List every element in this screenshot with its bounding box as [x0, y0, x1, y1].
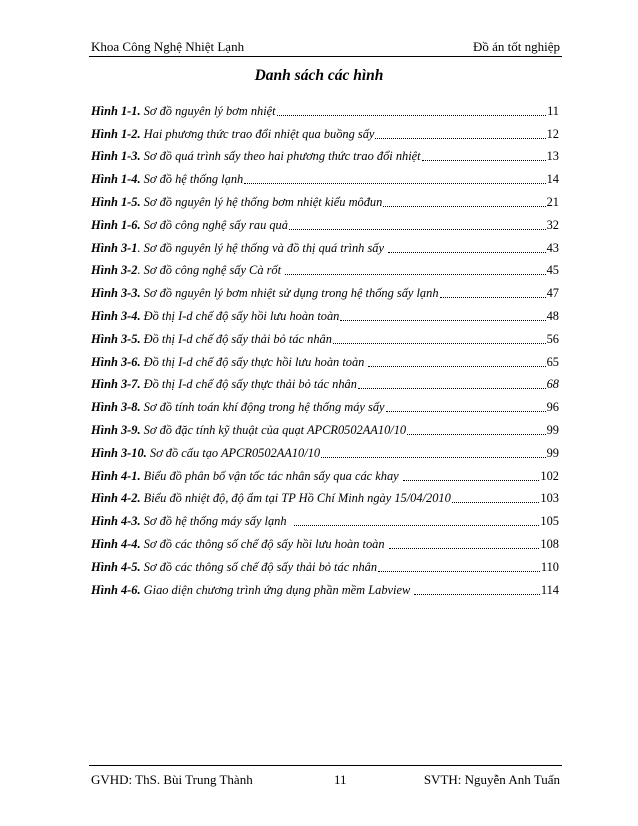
figure-label: Hình 4-5.: [91, 559, 141, 574]
figure-label: Hình 1-3.: [91, 149, 141, 164]
figure-title: Sơ đồ nguyên lý bơm nhiệt sử dụng trong hệ thống sấy lạnh: [140, 286, 439, 301]
figure-label: Hình 1-5.: [91, 194, 141, 209]
figure-entry[interactable]: [91, 119, 559, 142]
dot-leader: [244, 183, 545, 184]
figure-label: Hình 3-6.: [91, 354, 141, 369]
figure-label: Hình 3-3.: [91, 286, 141, 301]
footer-advisor: GVHD: ThS. Bùi Trung Thành: [91, 772, 253, 787]
figure-page-number: 11: [547, 103, 559, 118]
dot-leader: [388, 252, 546, 253]
figure-entry[interactable]: [91, 552, 559, 575]
figure-entry[interactable]: [91, 370, 559, 393]
figure-label: Hình 4-2.: [91, 491, 141, 506]
figure-title: Sơ đồ nguyên lý hệ thống bơm nhiệt kiểu môđun: [140, 194, 383, 209]
dot-leader: [285, 274, 545, 275]
dot-leader: [414, 594, 540, 595]
figure-title: Đồ thị I-d chế độ sấy thực thải bỏ tác nhân: [140, 377, 357, 392]
figure-title: Đồ thị I-d chế độ sấy thực hồi lưu hoàn toàn: [140, 354, 368, 369]
figure-page-number: 102: [540, 468, 559, 483]
figure-list: [91, 96, 559, 598]
figure-page-number: 45: [546, 263, 559, 278]
figure-title: Biểu đồ nhiệt độ, độ ẩm tại TP Hồ Chí Minh ngày 15/04/2010: [140, 491, 451, 506]
figure-entry[interactable]: [91, 438, 559, 461]
figure-label: Hình 3-5.: [91, 331, 141, 346]
figure-page-number: 48: [546, 308, 559, 323]
figure-page-number: 56: [546, 331, 559, 346]
figure-label: Hình 4-4.: [91, 536, 141, 551]
figure-page-number: 114: [540, 582, 559, 597]
dot-leader: [383, 206, 545, 207]
figure-title: Sơ đồ hệ thống lạnh: [140, 172, 244, 187]
figure-page-number: 12: [546, 126, 559, 141]
figure-entry[interactable]: [91, 164, 559, 187]
dot-leader: [403, 480, 540, 481]
dot-leader: [340, 320, 545, 321]
footer-rule: [89, 765, 562, 766]
figure-entry[interactable]: [91, 301, 559, 324]
dot-leader: [389, 548, 540, 549]
figure-entry[interactable]: [91, 392, 559, 415]
figure-title: Đồ thị I-d chế độ sấy hồi lưu hoàn toàn: [140, 308, 340, 323]
figure-entry[interactable]: [91, 187, 559, 210]
figure-page-number: 43: [546, 240, 559, 255]
figure-entry[interactable]: [91, 529, 559, 552]
figure-title: Đồ thị I-d chế độ sấy thải bỏ tác nhân: [140, 331, 332, 346]
figure-label: Hình 1-6.: [91, 217, 141, 232]
figure-label: Hình 4-1.: [91, 468, 141, 483]
header-department: Khoa Công Nghệ Nhiệt Lạnh: [91, 39, 245, 54]
figure-page-number: 110: [540, 559, 559, 574]
figure-entry[interactable]: [91, 278, 559, 301]
figure-entry[interactable]: [91, 484, 559, 507]
figure-title: Sơ đồ công nghệ sấy rau quả: [140, 217, 288, 232]
dot-leader: [386, 411, 546, 412]
figure-page-number: 32: [546, 217, 559, 232]
figure-label: Hình 3-9.: [91, 422, 141, 437]
figure-title: Sơ đồ đặc tính kỹ thuật của quạt APCR0502AA10/10: [140, 422, 407, 437]
figure-page-number: 65: [546, 354, 559, 369]
header-document-type: Đồ án tốt nghiệp: [472, 39, 560, 54]
figure-title: Sơ đồ các thông số chế độ sấy hồi lưu hoàn toàn: [140, 536, 388, 551]
figure-label: Hình 3-4.: [91, 308, 141, 323]
figure-title: Sơ đồ hệ thống máy sấy lạnh: [140, 514, 293, 529]
figure-page-number: 14: [546, 172, 559, 187]
figure-page-number: 103: [540, 491, 559, 506]
header-rule: [89, 56, 562, 57]
dot-leader: [440, 297, 546, 298]
dot-leader: [277, 115, 546, 116]
dot-leader: [289, 229, 546, 230]
figure-entry[interactable]: [91, 142, 559, 165]
figure-title: Sơ đồ nguyên lý bơm nhiệt: [140, 103, 276, 118]
dot-leader: [422, 160, 546, 161]
figure-label: Hình 1-1.: [91, 103, 141, 118]
figure-entry[interactable]: [91, 233, 559, 256]
figure-entry[interactable]: [91, 575, 559, 598]
figure-entry[interactable]: [91, 415, 559, 438]
dot-leader: [378, 571, 540, 572]
page-header: [0, 0, 638, 60]
figure-label: Hình 3-8.: [91, 400, 141, 415]
dot-leader: [358, 388, 546, 389]
dot-leader: [321, 457, 546, 458]
figure-title: Biểu đồ phân bố vận tốc tác nhân sấy qua các khay: [140, 468, 402, 483]
figure-label: Hình 3-10.: [91, 445, 147, 460]
dot-leader: [407, 434, 546, 435]
figure-title: Sơ đồ các thông số chế độ sấy thải bỏ tác nhân: [140, 559, 378, 574]
figure-entry[interactable]: [91, 210, 559, 233]
figure-page-number: 68: [546, 377, 559, 392]
dot-leader: [452, 502, 540, 503]
figure-entry[interactable]: [91, 506, 559, 529]
figure-label: Hình 1-4.: [91, 172, 141, 187]
figure-title: Hai phương thức trao đổi nhiệt qua buồng sấy: [140, 126, 375, 141]
page-title: Danh sách các hình: [254, 67, 384, 84]
figure-page-number: 99: [546, 445, 559, 460]
figure-title: . Sơ đồ công nghệ sấy Cà rốt: [137, 263, 285, 278]
figure-entry[interactable]: [91, 347, 559, 370]
figure-page-number: 47: [546, 286, 559, 301]
figure-title: Sơ đồ quá trình sấy theo hai phương thức trao đổi nhiệt: [140, 149, 421, 164]
figure-page-number: 108: [540, 536, 559, 551]
dot-leader: [368, 366, 545, 367]
figure-title: Sơ đồ tính toán khí động trong hệ thống máy sấy: [140, 400, 385, 415]
figure-page-number: 99: [546, 422, 559, 437]
figure-entry[interactable]: [91, 96, 559, 119]
figure-label: Hình 3-2: [91, 263, 138, 278]
figure-page-number: 13: [546, 149, 559, 164]
footer-page-number: 11: [334, 772, 347, 787]
figure-label: Hình 3-7.: [91, 377, 141, 392]
figure-page-number: 105: [540, 514, 559, 529]
figure-entry[interactable]: [91, 461, 559, 484]
dot-leader: [294, 525, 540, 526]
figure-label: Hình 4-6.: [91, 582, 141, 597]
figure-entry[interactable]: [91, 324, 559, 347]
figure-page-number: 21: [546, 194, 559, 209]
figure-label: Hình 3-1: [91, 240, 138, 255]
figure-label: Hình 1-2.: [91, 126, 141, 141]
figure-label: Hình 4-3.: [91, 514, 141, 529]
figure-title: Sơ đồ cấu tạo APCR0502AA10/10: [146, 445, 321, 460]
figure-page-number: 96: [546, 400, 559, 415]
dot-leader: [375, 138, 545, 139]
footer-student: SVTH: Nguyễn Anh Tuấn: [423, 772, 560, 787]
figure-title: . Sơ đồ nguyên lý hệ thống và đồ thị quá trình sấy: [137, 240, 388, 255]
figure-title: Giao diện chương trình ứng dụng phần mềm Labview: [140, 582, 414, 597]
figure-entry[interactable]: [91, 256, 559, 279]
dot-leader: [333, 343, 546, 344]
